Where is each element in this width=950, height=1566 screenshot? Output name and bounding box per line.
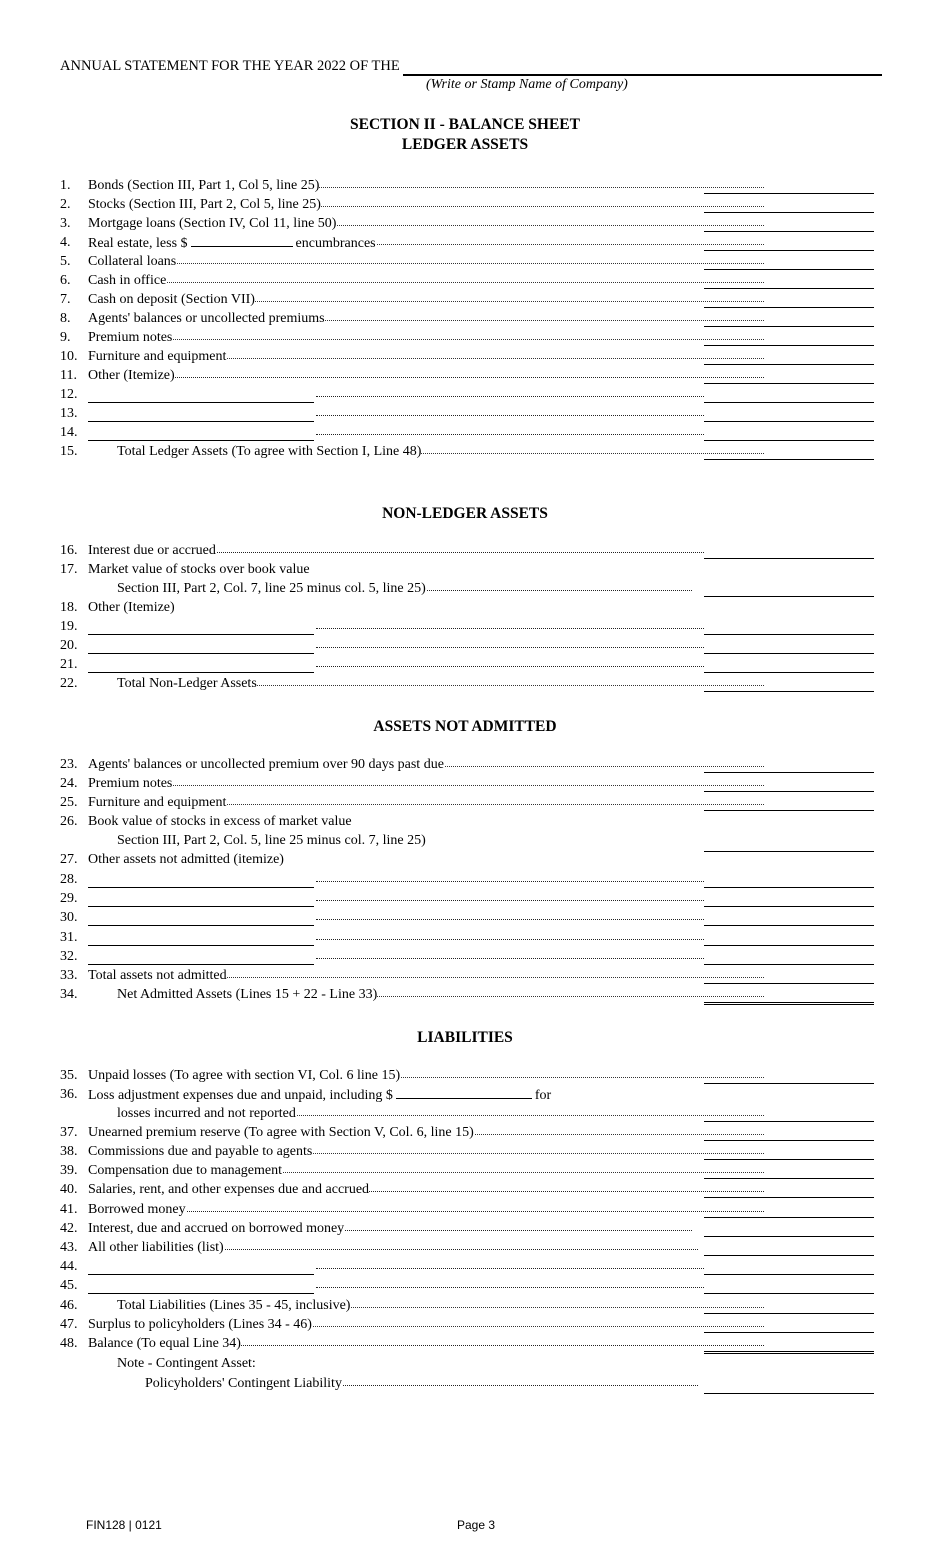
amount-field[interactable] [704,1332,874,1333]
line-44 [60,1259,874,1278]
line-7 [60,292,874,311]
line-number: 43. [60,1240,78,1255]
line-number: 16. [60,543,78,558]
amount-field[interactable] [704,672,874,673]
line-30 [60,910,874,929]
line-17 [60,562,874,581]
encumbrance-amount-field[interactable] [191,235,293,247]
line-number: 39. [60,1163,78,1178]
line-label: Borrowed money [88,1202,186,1217]
amount-field[interactable] [704,269,874,270]
line-number: 40. [60,1182,78,1197]
line-number: 13. [60,406,78,421]
amount-field[interactable] [704,459,874,460]
line-25 [60,795,874,814]
line-label: Stocks (Section III, Part 2, Col 5, line 25) [88,197,321,212]
line-6 [60,273,874,292]
amount-field[interactable] [704,440,874,441]
line-number: 24. [60,776,78,791]
amount-field[interactable] [704,810,874,811]
line-label: Compensation due to management [88,1163,283,1178]
line-26 [60,814,874,833]
line-16 [60,543,874,562]
line-37 [60,1125,874,1144]
line-number: 26. [60,814,78,829]
amount-field[interactable] [704,1255,874,1256]
amount-field[interactable] [704,1178,874,1179]
line-28 [60,872,874,891]
line-number: 31. [60,930,78,945]
line-number: 35. [60,1068,78,1083]
line-label: Premium notes [88,776,173,791]
line-label: Other (Itemize) [88,600,175,615]
amount-field[interactable] [704,1293,874,1294]
line-label: Interest due or accrued [88,543,216,558]
amount-field[interactable] [704,1002,874,1005]
line-label: Real estate, less $ [88,236,188,251]
line-number: 22. [60,676,78,691]
line-number: 45. [60,1278,78,1293]
line-45 [60,1278,874,1297]
line-label: Total assets not admitted [88,968,227,983]
line-48 [60,1336,874,1355]
line-number: 2. [60,197,71,212]
line-label: Bonds (Section III, Part 1, Col 5, line 25) [88,178,320,193]
line-label: Furniture and equipment [88,795,227,810]
line-number: 27. [60,852,78,867]
line-3 [60,216,874,235]
itemize-field[interactable] [88,402,314,403]
line-label: Surplus to policyholders (Lines 34 - 46) [88,1317,312,1332]
line-number: 37. [60,1125,78,1140]
amount-field[interactable] [704,231,874,232]
amount-field[interactable] [704,1313,874,1314]
amount-field[interactable] [704,1121,874,1122]
amount-field[interactable] [704,925,874,926]
line-15 [60,444,874,463]
line-number: 5. [60,254,71,269]
itemize-field[interactable] [88,906,314,907]
itemize-field[interactable] [88,925,314,926]
amount-field[interactable] [704,791,874,792]
line-label: Unpaid losses (To agree with section VI, Col. 6 line 15) [88,1068,401,1083]
line-label: Total Liabilities (Lines 35 - 45, inclusive) [88,1298,350,1313]
line-label: Furniture and equipment [88,349,227,364]
line-number: 32. [60,949,78,964]
line-46 [60,1298,874,1317]
line-number: 48. [60,1336,78,1351]
ibnr-amount-field[interactable] [396,1087,532,1099]
line-label: Collateral loans [88,254,177,269]
line-number: 6. [60,273,71,288]
amount-field[interactable] [704,193,874,194]
amount-field[interactable] [704,288,874,289]
note-title-row [60,1356,874,1375]
amount-field[interactable] [704,945,874,946]
form-id: FIN128 | 0121 [86,1518,162,1532]
amount-field[interactable] [704,772,874,773]
itemize-field[interactable] [88,440,314,441]
amount-field[interactable] [704,421,874,422]
line-label: Interest, due and accrued on borrowed money [88,1221,345,1236]
line-27 [60,852,874,871]
line-label: Cash on deposit (Section VII) [88,292,255,307]
line-number: 11. [60,368,77,383]
amount-field[interactable] [704,1393,874,1394]
line-number: 46. [60,1298,78,1313]
line-number: 47. [60,1317,78,1332]
line-label: Loss adjustment expenses due and unpaid, including $ [88,1088,393,1103]
line-label-cont: Section III, Part 2, Col. 5, line 25 minus col. 7, line 25) [88,833,426,848]
itemize-field[interactable] [88,653,314,654]
line-label: Salaries, rent, and other expenses due and accrued [88,1182,370,1197]
line-31 [60,930,874,949]
amount-field[interactable] [704,345,874,346]
company-name-hint: (Write or Stamp Name of Company) [426,77,628,92]
line-number: 7. [60,292,71,307]
liabilities-title: LIABILITIES [417,1029,513,1046]
amount-field[interactable] [704,596,874,597]
line-19 [60,619,874,638]
line-11 [60,368,874,387]
line-label-suffix: encumbrances [295,236,376,251]
line-43 [60,1240,874,1259]
line-36 [60,1087,874,1106]
line-8 [60,311,874,330]
ledger-assets-title: LEDGER ASSETS [401,136,529,153]
page-number: Page 3 [457,1518,496,1532]
line-2 [60,197,874,216]
line-41 [60,1202,874,1221]
line-number: 20. [60,638,78,653]
line-label: Premium notes [88,330,173,345]
line-22 [60,676,874,695]
line-number: 21. [60,657,78,672]
line-47 [60,1317,874,1336]
line-number: 17. [60,562,78,577]
amount-field[interactable] [704,307,874,308]
amount-field[interactable] [704,1083,874,1084]
amount-field[interactable] [704,326,874,327]
itemize-field[interactable] [88,887,314,888]
itemize-field[interactable] [88,1274,314,1275]
amount-field[interactable] [704,1351,874,1354]
amount-field[interactable] [704,1197,874,1198]
line-26-cont [60,833,874,852]
line-label: Balance (To equal Line 34) [88,1336,241,1351]
line-number: 34. [60,987,78,1002]
line-20 [60,638,874,657]
line-number: 25. [60,795,78,810]
line-40 [60,1182,874,1201]
statement-title: ANNUAL STATEMENT FOR THE YEAR 2022 OF THE [60,58,400,74]
line-18 [60,600,874,619]
line-number: 12. [60,387,78,402]
amount-field[interactable] [704,364,874,365]
line-number: 19. [60,619,78,634]
line-label: Cash in office [88,273,167,288]
line-10 [60,349,874,368]
line-label: Mortgage loans (Section IV, Col 11, line 50) [88,216,337,231]
section-title: SECTION II - BALANCE SHEET [350,116,580,133]
line-label-suffix: for [534,1088,552,1103]
line-9 [60,330,874,349]
line-label: Agents' balances or uncollected premium over 90 days past due [88,757,444,772]
line-number: 41. [60,1202,78,1217]
amount-field[interactable] [704,558,874,559]
line-label: Commissions due and payable to agents [88,1144,313,1159]
line-1 [60,178,874,197]
amount-field[interactable] [704,653,874,654]
line-21 [60,657,874,676]
itemize-field[interactable] [88,945,314,946]
line-number: 44. [60,1259,78,1274]
amount-field[interactable] [704,250,874,251]
line-number: 33. [60,968,78,983]
amount-field[interactable] [704,691,874,692]
amount-field[interactable] [704,212,874,213]
line-number: 14. [60,425,78,440]
nonledger-assets-title: NON-LEDGER ASSETS [382,505,548,522]
line-12 [60,387,874,406]
line-5 [60,254,874,273]
line-number: 42. [60,1221,78,1236]
line-39 [60,1163,874,1182]
line-42 [60,1221,874,1240]
itemize-field[interactable] [88,634,314,635]
line-number: 36. [60,1087,78,1102]
line-label: Net Admitted Assets (Lines 15 + 22 - Line 33) [88,987,377,1002]
line-label: Book value of stocks in excess of market value [88,814,352,829]
note-label: Policyholders' Contingent Liability [88,1376,342,1391]
line-36-cont [60,1106,874,1125]
line-label: Market value of stocks over book value [88,562,310,577]
amount-field[interactable] [704,887,874,888]
line-label-cont: losses incurred and not reported [88,1106,296,1121]
line-32 [60,949,874,968]
line-34 [60,987,874,1006]
amount-field[interactable] [704,1236,874,1237]
amount-field[interactable] [704,1217,874,1218]
line-label: Total Ledger Assets (To agree with Section I, Line 48) [88,444,421,459]
amount-field[interactable] [704,983,874,984]
line-17-cont [60,581,874,600]
amount-field[interactable] [704,634,874,635]
line-label-cont: Section III, Part 2, Col. 7, line 25 minus col. 5, line 25) [88,581,426,596]
line-number: 28. [60,872,78,887]
line-33 [60,968,874,987]
line-number: 18. [60,600,78,615]
line-number: 9. [60,330,71,345]
itemize-field[interactable] [88,421,314,422]
line-label: Other assets not admitted (itemize) [88,852,284,867]
amount-field[interactable] [704,1159,874,1160]
itemize-field[interactable] [88,672,314,673]
statement-header [60,58,882,76]
line-number: 38. [60,1144,78,1159]
amount-field[interactable] [704,402,874,403]
line-number: 1. [60,178,71,193]
line-38 [60,1144,874,1163]
line-23 [60,757,874,776]
amount-field[interactable] [704,906,874,907]
line-label: Agents' balances or uncollected premiums [88,311,325,326]
line-35 [60,1068,874,1087]
line-number: 29. [60,891,78,906]
line-number: 8. [60,311,71,326]
line-number: 15. [60,444,78,459]
line-13 [60,406,874,425]
line-label: Unearned premium reserve (To agree with Section V, Col. 6, line 15) [88,1125,474,1140]
assets-not-admitted-title: ASSETS NOT ADMITTED [373,718,557,735]
line-number: 3. [60,216,71,231]
line-14 [60,425,874,444]
note-line [60,1376,874,1395]
line-24 [60,776,874,795]
itemize-field[interactable] [88,1293,314,1294]
amount-field[interactable] [704,383,874,384]
note-title: Note - Contingent Asset: [88,1356,256,1371]
itemize-field[interactable] [88,964,314,965]
amount-field[interactable] [704,1140,874,1141]
line-number: 23. [60,757,78,772]
line-number: 10. [60,349,78,364]
line-label: All other liabilities (list) [88,1240,224,1255]
line-29 [60,891,874,910]
company-name-line[interactable] [403,74,882,76]
line-label: Total Non-Ledger Assets [88,676,257,691]
line-label: Other (Itemize) [88,368,175,383]
line-4 [60,235,874,254]
amount-field[interactable] [704,964,874,965]
amount-field[interactable] [704,1274,874,1275]
line-number: 4. [60,235,71,250]
line-number: 30. [60,910,78,925]
